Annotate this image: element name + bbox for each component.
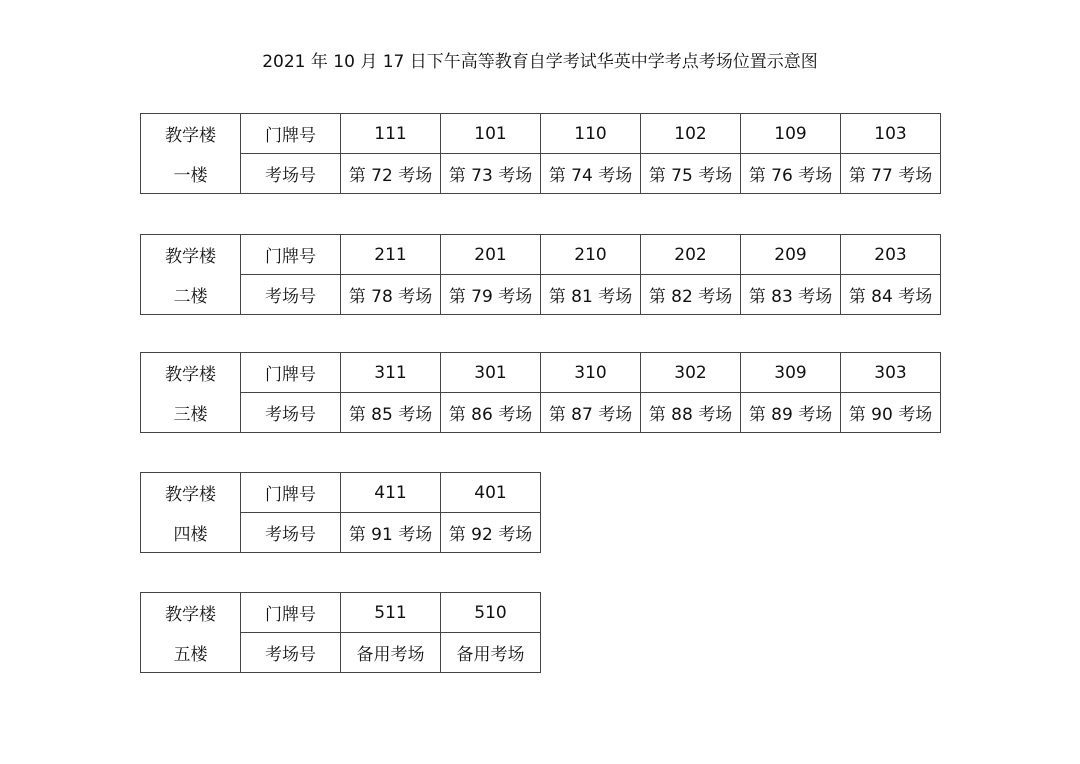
exam-room-header: 考场号 (241, 154, 341, 194)
page-title: 2021 年 10 月 17 日下午高等教育自学考试华英中学考点考场位置示意图 (262, 52, 818, 72)
exam-room-cell: 第 87 考场 (541, 393, 641, 433)
door-number-cell: 401 (441, 473, 541, 513)
exam-room-row (141, 513, 541, 553)
exam-room-header: 考场号 (241, 513, 341, 553)
door-number-row (141, 353, 941, 393)
door-number-cell: 309 (741, 353, 841, 393)
door-number-header: 门牌号 (241, 235, 341, 275)
exam-room-header: 考场号 (241, 633, 341, 673)
door-number-cell: 311 (341, 353, 441, 393)
floor-label: 二楼 (141, 275, 241, 315)
door-number-row (141, 235, 941, 275)
exam-room-header: 考场号 (241, 275, 341, 315)
exam-room-cell: 第 85 考场 (341, 393, 441, 433)
door-number-header: 门牌号 (241, 114, 341, 154)
door-number-cell: 210 (541, 235, 641, 275)
exam-room-row (141, 633, 541, 673)
floor-1-table (140, 113, 941, 194)
exam-room-cell: 第 88 考场 (641, 393, 741, 433)
exam-room-cell: 第 72 考场 (341, 154, 441, 194)
door-number-header: 门牌号 (241, 353, 341, 393)
door-number-cell: 201 (441, 235, 541, 275)
exam-room-cell: 备用考场 (441, 633, 541, 673)
exam-room-cell: 第 79 考场 (441, 275, 541, 315)
door-number-cell: 302 (641, 353, 741, 393)
exam-room-cell: 第 92 考场 (441, 513, 541, 553)
door-number-cell: 102 (641, 114, 741, 154)
door-number-header: 门牌号 (241, 473, 341, 513)
floor-3-table (140, 352, 941, 433)
exam-room-row (141, 275, 941, 315)
door-number-cell: 411 (341, 473, 441, 513)
floor-2-table (140, 234, 941, 315)
exam-room-cell: 第 75 考场 (641, 154, 741, 194)
floor-label: 一楼 (141, 154, 241, 194)
door-number-cell: 109 (741, 114, 841, 154)
exam-room-row (141, 393, 941, 433)
exam-room-cell: 第 83 考场 (741, 275, 841, 315)
exam-room-row (141, 154, 941, 194)
door-number-cell: 301 (441, 353, 541, 393)
door-number-cell: 111 (341, 114, 441, 154)
door-number-cell: 101 (441, 114, 541, 154)
door-number-cell: 110 (541, 114, 641, 154)
exam-room-cell: 第 78 考场 (341, 275, 441, 315)
exam-room-cell: 第 77 考场 (841, 154, 941, 194)
exam-room-cell: 备用考场 (341, 633, 441, 673)
door-number-cell: 303 (841, 353, 941, 393)
exam-room-cell: 第 76 考场 (741, 154, 841, 194)
door-number-cell: 203 (841, 235, 941, 275)
exam-room-cell: 第 89 考场 (741, 393, 841, 433)
exam-room-cell: 第 90 考场 (841, 393, 941, 433)
floor-4-table (140, 472, 541, 553)
exam-room-cell: 第 84 考场 (841, 275, 941, 315)
door-number-cell: 310 (541, 353, 641, 393)
door-number-cell: 511 (341, 593, 441, 633)
exam-room-cell: 第 82 考场 (641, 275, 741, 315)
floor-label: 三楼 (141, 393, 241, 433)
building-label: 教学楼 (141, 235, 241, 275)
door-number-row (141, 593, 541, 633)
door-number-cell: 510 (441, 593, 541, 633)
building-label: 教学楼 (141, 114, 241, 154)
exam-room-cell: 第 91 考场 (341, 513, 441, 553)
exam-room-cell: 第 74 考场 (541, 154, 641, 194)
door-number-cell: 209 (741, 235, 841, 275)
door-number-header: 门牌号 (241, 593, 341, 633)
floor-label: 五楼 (141, 633, 241, 673)
floor-5-table (140, 592, 541, 673)
door-number-cell: 103 (841, 114, 941, 154)
door-number-row (141, 114, 941, 154)
building-label: 教学楼 (141, 593, 241, 633)
exam-room-cell: 第 73 考场 (441, 154, 541, 194)
building-label: 教学楼 (141, 353, 241, 393)
exam-room-cell: 第 86 考场 (441, 393, 541, 433)
exam-room-cell: 第 81 考场 (541, 275, 641, 315)
building-label: 教学楼 (141, 473, 241, 513)
exam-room-header: 考场号 (241, 393, 341, 433)
floor-label: 四楼 (141, 513, 241, 553)
door-number-cell: 202 (641, 235, 741, 275)
door-number-row (141, 473, 541, 513)
door-number-cell: 211 (341, 235, 441, 275)
